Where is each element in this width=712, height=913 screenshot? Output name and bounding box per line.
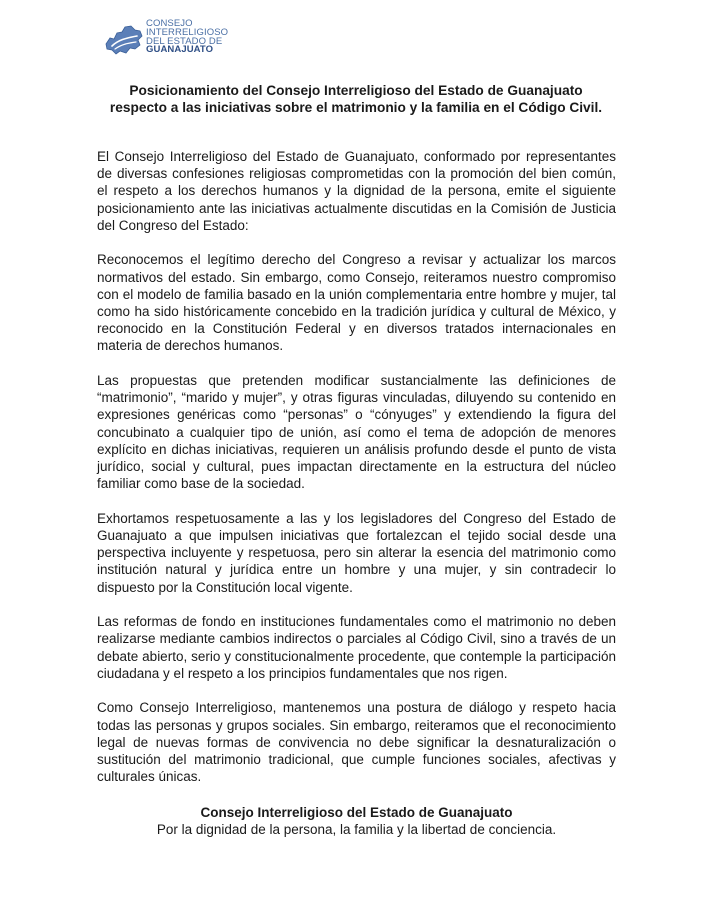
motto: Por la dignidad de la persona, la familia y la libertad de conciencia. xyxy=(156,822,557,838)
logo-line: GUANAJUATO xyxy=(146,44,214,56)
paragraph: Como Consejo Interreligioso, mantenemos una postura de diálogo y respeto hacia todas las personas y grupos sociales. Sin embargo, reiteramos que el reconocimiento legal de nuevas formas de convivencia no debe significar la desnaturalización o sustitución del matrimonio tradicional, que cumple funciones sociales, afectivas y culturales únicas. xyxy=(97,700,616,785)
document-title: Posicionamiento del Consejo Interreligioso del Estado de Guanajuato respecto a las iniciativas sobre el matrimonio y la familia en el Código Civil. xyxy=(109,83,603,115)
signature-block xyxy=(97,804,616,839)
logo-line: INTERRELIGIOSO xyxy=(146,26,229,38)
logo-line: DEL ESTADO DE xyxy=(146,35,223,47)
paragraph: El Consejo Interreligioso del Estado de Guanajuato, conformado por representantes de diversas confesiones religiosas comprometidas con la promoción del bien común, el respeto a los derechos humanos y la dignidad de la persona, emite el siguiente posicionamiento ante las iniciativas actualmente discutidas en la Comisión de Justicia del Congreso del Estado: xyxy=(97,149,616,233)
signing-organization: Consejo Interreligioso del Estado de Guanajuato xyxy=(200,805,513,820)
paragraph: Reconocemos el legítimo derecho del Congreso a revisar y actualizar los marcos normativos del estado. Sin embargo, como Consejo, reiteramos nuestro compromiso con el modelo de familia basado en la unión complementaria entre hombre y mujer, tal como ha sido históricamente concebido en la tradición jurídica y cultural de México, y reconocido en la Constitución Federal y en diversos tratados internacionales en materia de derechos humanos. xyxy=(97,252,616,354)
council-logo xyxy=(104,20,244,64)
paragraph: Exhortamos respetuosamente a las y los legisladores del Congreso del Estado de Guanajuato a que impulsen iniciativas que fortalezcan el tejido social desde una perspectiva incluyente y respetuosa, pero sin alterar la esencia del matrimonio como institución natural y jurídica entre un hombre y una mujer, y sin contradecir lo dispuesto por la Constitución local vigente. xyxy=(97,510,616,595)
paragraph: Las reformas de fondo en instituciones fundamentales como el matrimonio no deben realizarse mediante cambios indirectos o parciales al Código Civil, sino a través de un debate abierto, serio y constitucionalmente procedente, que contemple la participación ciudadana y el respeto a los principios fundamentales que nos rigen. xyxy=(97,614,616,681)
document-body xyxy=(97,148,616,803)
paragraph: Las propuestas que pretenden modificar sustancialmente las definiciones de “matrimonio”, “marido y mujer”, y otras figuras vinculadas, diluyendo su contenido en expresiones genéricas como “personas” o “cónyuges” y extendiendo la figura del concubinato a cualquier tipo de unión, así como el tema de adopción de menores explícito en dichas iniciativas, requieren un análisis profundo desde el punto de vista jurídico, social y cultural, pues impactan directamente en la estructura del núcleo familiar como base de la sociedad. xyxy=(97,373,616,492)
logo-wordmark xyxy=(146,20,228,55)
guanajuato-state-silhouette-icon xyxy=(104,24,144,56)
logo-line: CONSEJO xyxy=(146,18,193,29)
